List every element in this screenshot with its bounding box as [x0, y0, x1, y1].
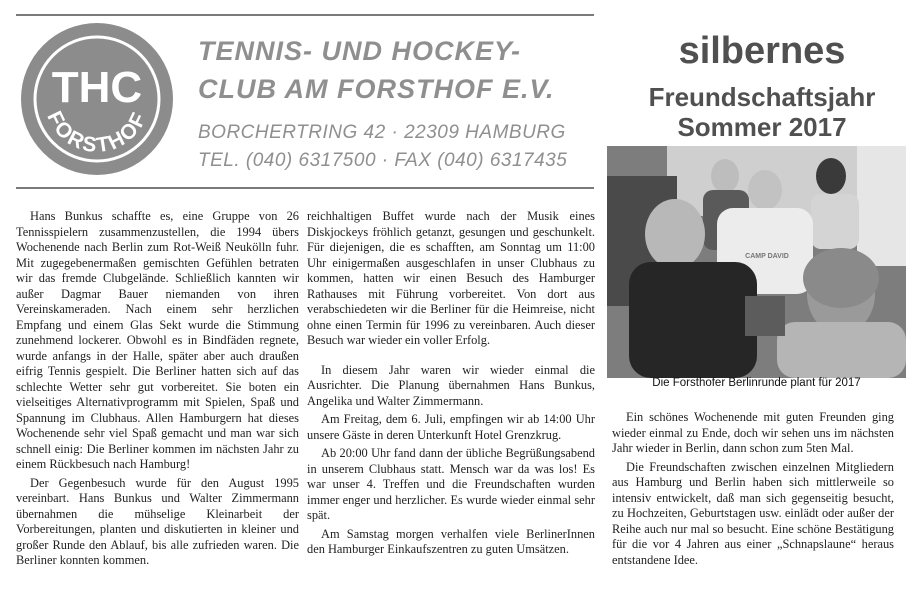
- group-photo-drawing: [607, 146, 906, 378]
- logo-ring-textpath: FORSTHOF: [42, 107, 152, 158]
- club-phone-fax: TEL. (040) 6317500 · FAX (040) 6317435: [198, 150, 568, 171]
- article-paragraph: reichhaltigen Buffet wurde nach der Musik eines Diskjockeys fröhlich getanzt, gesungen und geschunkelt. Für diejenigen, die es schafften, am Sonntag um 11:00 Uhr einigermaßen ausgeschlafen in unser Clubhaus zu kommen, hatten wir einen Besuch des Hamburger Rathauses mit Führung vorbereitet. Von dort aus verabschiedeten wir die Berliner für die Heimreise, nicht ohne einen Termin für 1996 zu vereinbaren. Auch dieser Besuch war wieder ein voller Erfolg.: [307, 209, 595, 347]
- shirt-print: CAMP DAVID: [745, 253, 789, 260]
- club-address: BORCHERTRING 42 · 22309 HAMBURG: [198, 122, 566, 143]
- article-column-1: [16, 209, 299, 572]
- article-paragraph: Am Freitag, dem 6. Juli, empfingen wir ab 14:00 Uhr unsere Gäste in deren Unterkunft Hotel Grenzkrug.: [307, 412, 595, 442]
- header-top-rule: [16, 14, 594, 16]
- article-column-2: [307, 209, 595, 561]
- group-photo: [607, 146, 906, 378]
- article-paragraph: Hans Bunkus schaffte es, eine Gruppe von 26 Tennisspielern zusammenzustellen, die 1994 übers Wochenende nach Berlin zum Rot-Weiß Neukölln fuhr. Mit zugegebenermaßen gemischten Gefühlen betraten wir das fremde Clubgelände. Schließlich kannten wir außer Dagmar Bauer niemanden von ihren Vereinskameraden. Nach einem sehr herzlichen Empfang und einem Glas Sekt wurde die Stimmung zunehmend lockerer. Obwohl es in Bindfäden regnete, wurde anfangs in der Halle, später aber auch draußen eifrig Tennis gespielt. Die Berliner hatten sich auf das schlechte Wetter sehr gut vorbereitet. Sie boten ein vielseitiges Alternativprogramm mit Spielen, Spaß und Spannung im Clubhaus. Allen Hamburgern hat dieses Wochenende sehr viel Spaß gemacht und man war sich schnell einig: Die Berliner kommen im nächsten Jahr zu einem Rückbesuch nach Hamburg!: [16, 209, 299, 471]
- article-column-3: [612, 410, 894, 571]
- club-name-line2: CLUB AM FORSTHOF E.V.: [198, 74, 555, 104]
- club-logo: [20, 22, 174, 176]
- article-paragraph: Ab 20:00 Uhr fand dann der übliche Begrüßungsabend in unserem Clubhaus statt. Mensch war da was los! Es war unser 4. Treffen und die Freundschaften wurden immer enger und herzlicher. Es wurde wieder einmal sehr spät.: [307, 446, 595, 522]
- headline-season: Sommer 2017: [677, 112, 847, 142]
- club-name-line1: TENNIS- UND HOCKEY-: [198, 36, 522, 66]
- header-bottom-rule: [16, 187, 594, 189]
- article-paragraph: Ein schönes Wochenende mit guten Freunden ging wieder einmal zu Ende, doch wir sehen uns im nächsten Jahr wieder in Berlin, dann schon zum 5ten Mal.: [612, 410, 894, 455]
- headline-title: silbernes: [678, 30, 846, 72]
- photo-caption: Die Forsthofer Berlinrunde plant für 2017: [652, 377, 861, 389]
- headline-subtitle: Freundschaftsjahr: [648, 82, 876, 112]
- article-paragraph: In diesem Jahr waren wir wieder einmal die Ausrichter. Die Planung übernahmen Hans Bunkus, Angelika und Walter Zimmermann.: [307, 362, 595, 408]
- logo-letters: THC: [51, 63, 143, 112]
- article-paragraph: Der Gegenbesuch wurde für den August 1995 vereinbart. Hans Bunkus und Walter Zimmermann übernahmen die mühselige Kleinarbeit der Vorbereitungen, planten und diskutierten in kleiner und großer Runde den Ablauf, bis alle zufrieden waren. Die Berliner konnten kommen.: [16, 475, 299, 567]
- article-paragraph: Am Samstag morgen verhalfen viele BerlinerInnen den Hamburger Einkaufszentren zu guten Umsätzen.: [307, 526, 595, 556]
- article-paragraph: Die Freundschaften zwischen einzelnen Mitgliedern aus Hamburg und Berlin haben sich mittlerweile so intensiv entwickelt, daß man sich gegenseitig besucht, zu Hochzeiten, Geburtstagen usw. einlädt oder außer der Reihe auch nur mal so besucht. Eine schöne Bestätigung für die vor 4 Jahren aus einer „Schnapslaune“ heraus entstandene Idee.: [612, 459, 894, 567]
